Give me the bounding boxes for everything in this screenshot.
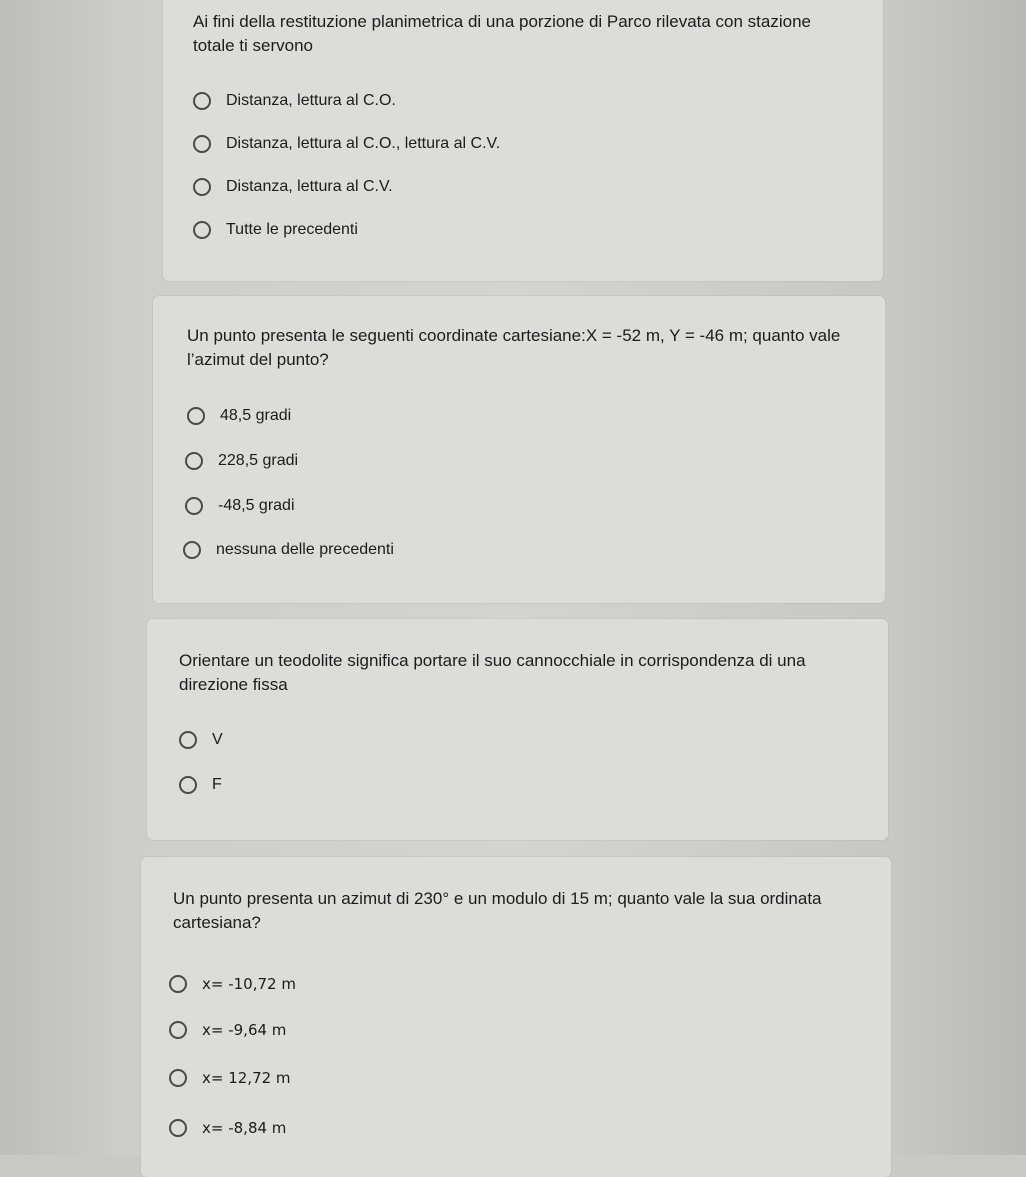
question-card-2	[153, 296, 885, 603]
answer-option[interactable]	[179, 731, 223, 749]
answer-option[interactable]	[169, 1119, 286, 1137]
answer-option[interactable]	[179, 776, 222, 794]
answer-option[interactable]	[193, 135, 500, 153]
answer-option-label: Tutte le precedenti	[226, 221, 358, 238]
answer-option[interactable]	[169, 1021, 286, 1039]
radio-button-icon[interactable]	[169, 1069, 187, 1087]
radio-button-icon[interactable]	[185, 497, 203, 515]
radio-button-icon[interactable]	[183, 541, 201, 559]
question-text: Un punto presenta le seguenti coordinate cartesiane:X = -52 m, Y = -46 m; quanto vale l’azimut del punto?	[187, 326, 841, 369]
radio-button-icon[interactable]	[185, 452, 203, 470]
answer-option-label: V	[212, 731, 223, 748]
answer-option-label: 48,5 gradi	[220, 407, 292, 424]
answer-option-label: Distanza, lettura al C.V.	[226, 178, 393, 195]
answer-option[interactable]	[185, 497, 295, 515]
radio-button-icon[interactable]	[169, 975, 187, 993]
answer-option[interactable]	[187, 407, 291, 425]
question-text: Un punto presenta un azimut di 230° e un modulo di 15 m; quanto vale la sua ordinata cartesiana?	[173, 889, 822, 932]
answer-option-label: Distanza, lettura al C.O.	[226, 92, 396, 109]
radio-button-icon[interactable]	[193, 135, 211, 153]
question-card-4	[141, 857, 891, 1177]
radio-button-icon[interactable]	[187, 407, 205, 425]
answer-option-label: Distanza, lettura al C.O., lettura al C.V.	[226, 135, 501, 152]
answer-option-label: x= 12,72 m	[202, 1069, 291, 1087]
answer-option-label: x= -8,84 m	[202, 1119, 287, 1137]
answer-option-label: -48,5 gradi	[218, 497, 295, 514]
answer-option[interactable]	[169, 1069, 291, 1087]
answer-option-label: x= -9,64 m	[202, 1021, 287, 1039]
question-text: Orientare un teodolite significa portare il suo cannocchiale in corrispondenza di una direzione fissa	[179, 651, 806, 694]
answer-option-label: x= -10,72 m	[202, 975, 296, 993]
question-card-1	[163, 0, 883, 281]
answer-option[interactable]	[183, 541, 394, 559]
radio-button-icon[interactable]	[193, 178, 211, 196]
radio-button-icon[interactable]	[193, 221, 211, 239]
radio-button-icon[interactable]	[179, 776, 197, 794]
answer-option[interactable]	[193, 221, 358, 239]
radio-button-icon[interactable]	[169, 1119, 187, 1137]
question-text: Ai fini della restituzione planimetrica di una porzione di Parco rilevata con stazione totale ti servono	[193, 12, 812, 55]
radio-button-icon[interactable]	[179, 731, 197, 749]
answer-option-label: F	[212, 776, 222, 793]
answer-option[interactable]	[193, 178, 393, 196]
question-card-3	[147, 619, 888, 840]
answer-option[interactable]	[185, 452, 298, 470]
answer-option-label: 228,5 gradi	[218, 452, 299, 469]
answer-option[interactable]	[169, 975, 296, 993]
radio-button-icon[interactable]	[193, 92, 211, 110]
answer-option[interactable]	[193, 92, 396, 110]
radio-button-icon[interactable]	[169, 1021, 187, 1039]
answer-option-label: nessuna delle precedenti	[216, 541, 394, 558]
